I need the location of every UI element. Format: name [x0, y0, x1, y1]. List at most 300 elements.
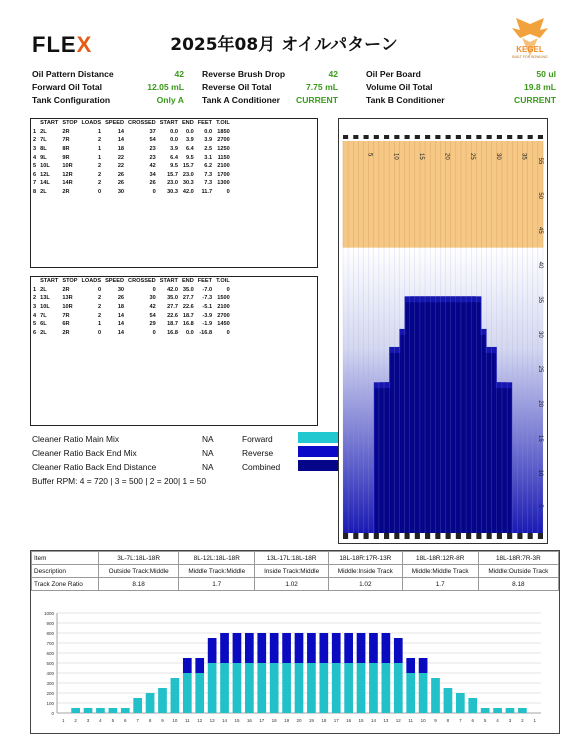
pin-line-segment [497, 135, 502, 139]
y-tick-label: 800 [46, 631, 54, 636]
foul-line-segment [374, 533, 379, 539]
forward-table [30, 118, 318, 268]
board-label: 35 [520, 153, 527, 160]
x-tick-label: 15 [234, 718, 240, 723]
forward-header-cell: STOP [62, 120, 78, 127]
bar-forward [456, 693, 465, 713]
x-tick-label: 3 [508, 718, 512, 723]
info-value: 42 [174, 69, 184, 79]
bar-reverse [406, 658, 415, 673]
forward-cell: 8R [62, 146, 70, 153]
cleaner-label: Cleaner Ratio Back End Distance [32, 462, 157, 472]
forward-cell: 12L [40, 171, 50, 178]
bar-forward [468, 698, 477, 713]
pin-line-segment [435, 135, 440, 139]
forward-header-cell: SPEED [105, 120, 125, 127]
foul-line-segment [476, 533, 481, 539]
x-tick-label: 14 [222, 718, 228, 723]
x-tick-label: 14 [370, 718, 376, 723]
x-tick-label: 18 [321, 718, 327, 723]
forward-header-cell: START [40, 120, 59, 127]
bar-forward [233, 663, 242, 713]
bar-reverse [295, 633, 304, 663]
reverse-cell: 1450 [217, 321, 230, 328]
reverse-cell: 0 [226, 329, 230, 336]
info-label: Reverse Oil Total [202, 82, 272, 92]
zone-cell: 8.18 [99, 578, 179, 591]
forward-cell: 6 [33, 171, 37, 178]
forward-cell: 11.7 [201, 189, 213, 196]
x-tick-label: 3 [86, 718, 90, 723]
reverse-cell: -7.3 [202, 295, 213, 302]
reverse-cell: 27.7 [182, 295, 194, 302]
zone-cell: 1.02 [255, 578, 329, 591]
track-zone-table [31, 551, 559, 591]
bar-forward [481, 708, 490, 713]
x-tick-label: 13 [383, 718, 389, 723]
bar-reverse [245, 633, 254, 663]
info-label: Oil Pattern Distance [32, 69, 114, 79]
reverse-cell: 14 [117, 312, 125, 319]
table-row [31, 188, 232, 197]
info-label: Oil Per Board [366, 69, 421, 79]
reverse-cell: 6R [62, 321, 70, 328]
info-value: 12.05 mL [147, 82, 184, 92]
bar-forward [419, 673, 428, 713]
reverse-cell: 42 [149, 304, 156, 311]
zone-cell: 13L-17L:18L-18R [255, 552, 329, 565]
forward-cell: 2 [33, 137, 37, 144]
reverse-cell: 2 [97, 304, 102, 311]
forward-cell: 7R [62, 137, 70, 144]
reverse-cell: 22.6 [182, 304, 194, 311]
reverse-cell: 2100 [217, 304, 230, 311]
legend-swatch-reverse [298, 446, 338, 457]
forward-cell: 10R [62, 163, 73, 170]
bar-reverse [382, 633, 391, 663]
info-value: CURRENT [295, 95, 338, 105]
pin-line-segment [476, 135, 481, 139]
forward-cell: 0.0 [185, 128, 194, 135]
table-row [31, 145, 232, 154]
zone-cell: 3L-7L:18L-18R [99, 552, 179, 565]
distance-label: 45 [537, 227, 543, 234]
bar-reverse [233, 633, 242, 663]
forward-cell: 23.0 [167, 180, 178, 187]
forward-cell: 3.1 [204, 154, 213, 161]
reverse-cell: 0 [152, 329, 156, 336]
distance-label: 30 [537, 331, 543, 338]
distance-label: 10 [537, 469, 543, 477]
info-value: 19.8 mL [523, 82, 556, 92]
x-tick-label: 6 [471, 718, 475, 723]
bar-forward [109, 708, 118, 713]
bar-reverse [183, 658, 192, 673]
foul-line-segment [343, 533, 348, 539]
reverse-table [30, 276, 318, 426]
reverse-cell: 0 [97, 329, 102, 336]
bar-forward [506, 708, 515, 713]
zone-cell: 1.7 [402, 578, 478, 591]
reverse-cell: 2700 [217, 312, 230, 319]
reverse-cell: 7R [62, 312, 70, 319]
reverse-cell: 6 [33, 329, 37, 336]
zone-cell: 1.7 [179, 578, 255, 591]
zone-cell: 18L-18R:17R-13R [328, 552, 402, 565]
y-tick-label: 600 [46, 651, 54, 656]
forward-cell: 2100 [217, 163, 230, 170]
lane-graphic [338, 118, 548, 544]
foul-line-segment [487, 533, 492, 539]
reverse-cell: 30 [149, 295, 156, 302]
zone-description-row [32, 565, 559, 578]
forward-cell: 2R [62, 189, 70, 196]
pin-line-segment [353, 135, 358, 139]
x-tick-label: 7 [136, 718, 139, 723]
foul-line-segment [435, 533, 440, 539]
zone-cell: Middle Track:Middle [179, 565, 255, 578]
zone-cell: 18L-18R:12R-8R [402, 552, 478, 565]
table-row [31, 286, 232, 295]
cleaner-label: Cleaner Ratio Back End Mix [32, 448, 137, 458]
reverse-cell: 54 [149, 312, 156, 319]
reverse-cell: -16.8 [199, 329, 213, 336]
foul-line-segment [415, 533, 420, 539]
x-tick-label: 19 [308, 718, 314, 723]
reverse-cell: 30 [117, 286, 125, 293]
forward-cell: 2L [40, 189, 47, 196]
reverse-cell: 6L [40, 321, 47, 328]
y-tick-label: 900 [46, 621, 54, 626]
pin-line-segment [528, 135, 533, 139]
bar-forward [307, 663, 316, 713]
forward-cell: 2.5 [204, 146, 213, 153]
zone-cell: Middle:Middle Track [402, 565, 478, 578]
bar-forward [295, 663, 304, 713]
x-tick-label: 16 [346, 718, 352, 723]
cleaner-value: NA [202, 434, 214, 444]
forward-cell: 5 [33, 163, 37, 170]
reverse-header-cell: SPEED [105, 278, 125, 285]
reverse-cell: 29 [149, 321, 156, 328]
info-value: Only A [156, 95, 184, 105]
distance-label: 5 [537, 504, 543, 508]
bar-forward [406, 673, 415, 713]
pin-line-segment [517, 135, 522, 139]
forward-cell: 8L [40, 146, 47, 153]
foul-line-segment [507, 533, 512, 539]
pin-line-segment [374, 135, 379, 139]
bar-forward [369, 663, 378, 713]
legend-swatch-combined [298, 460, 338, 471]
forward-cell: 1250 [217, 146, 230, 153]
reverse-header-cell [31, 277, 38, 286]
forward-header-cell: CROSSED [128, 120, 156, 127]
zone-cell: 18L-18R:7R-3R [478, 552, 558, 565]
pin-line-segment [507, 135, 512, 139]
pin-line-segment [384, 135, 389, 139]
pin-line-segment [446, 135, 451, 139]
y-tick-label: 200 [46, 691, 54, 696]
bar-forward [270, 663, 279, 713]
x-tick-label: 4 [496, 718, 499, 723]
zone-cell: 8L-12L:18L-18R [179, 552, 255, 565]
bar-forward [220, 663, 229, 713]
reverse-cell: 2 [33, 295, 37, 302]
forward-cell: 9L [40, 154, 47, 161]
x-tick-label: 18 [271, 718, 277, 723]
foul-line-segment [528, 533, 533, 539]
kegel-brand-sub: BUILT FOR BOWLING [512, 55, 548, 59]
pin-deck [343, 123, 543, 141]
forward-cell: 14L [40, 180, 50, 187]
reverse-cell: 0 [226, 286, 230, 293]
bar-reverse [220, 633, 229, 663]
forward-cell: 26 [149, 180, 156, 187]
reverse-cell: 42.0 [167, 286, 178, 293]
forward-header-cell: LOADS [81, 120, 102, 127]
legend-label: Combined [242, 462, 281, 472]
reverse-cell: 0.0 [185, 329, 194, 336]
forward-header-cell: START [159, 120, 178, 127]
forward-cell: 2R [62, 128, 70, 135]
table-row [31, 136, 232, 145]
reverse-cell: 26 [117, 295, 125, 302]
bar-forward [493, 708, 502, 713]
zone-cell: Outside Track:Middle [99, 565, 179, 578]
bar-reverse [282, 633, 291, 663]
table-row [31, 153, 232, 162]
forward-cell: 26 [117, 180, 125, 187]
reverse-header-cell: STOP [62, 278, 78, 285]
x-tick-label: 15 [358, 718, 364, 723]
distance-label: 50 [537, 192, 543, 200]
table-row [31, 128, 232, 137]
bar-forward [71, 708, 80, 713]
reverse-cell: 2R [62, 286, 70, 293]
forward-header-cell: FEET [197, 120, 213, 127]
board-label: 10 [392, 153, 399, 160]
zone-cell: Item [32, 552, 99, 565]
reverse-cell: 18.7 [182, 312, 194, 319]
forward-cell: 23 [149, 154, 156, 161]
combined-core [411, 302, 476, 533]
x-tick-label: 10 [172, 718, 178, 723]
reverse-cell: 13L [40, 295, 50, 302]
bar-reverse [257, 633, 266, 663]
bar-forward [146, 693, 155, 713]
cleaner-label: Cleaner Ratio Main Mix [32, 434, 120, 444]
reverse-cell: 10R [62, 304, 73, 311]
forward-cell: 6.2 [204, 163, 213, 170]
flex-logo: FLEX [32, 32, 93, 57]
bar-forward [245, 663, 254, 713]
legend-swatch-forward [298, 432, 338, 443]
bar-reverse [419, 658, 428, 673]
reverse-header-cell: END [181, 278, 194, 285]
x-tick-label: 10 [420, 718, 426, 723]
x-tick-label: 19 [284, 718, 290, 723]
reverse-cell: 0 [97, 286, 102, 293]
forward-cell: 42.0 [182, 189, 194, 196]
bar-forward [382, 663, 391, 713]
table-row [31, 294, 232, 303]
reverse-cell: -3.9 [202, 312, 213, 319]
reverse-cell: 2L [40, 286, 47, 293]
table-row [31, 303, 232, 312]
zone-cell: Inside Track:Middle [255, 565, 329, 578]
info-label: Forward Oil Total [32, 82, 103, 92]
reverse-cell: 7L [40, 312, 47, 319]
foul-line-segment [353, 533, 358, 539]
reverse-cell: 5 [33, 321, 37, 328]
bar-forward [332, 663, 341, 713]
x-tick-label: 5 [483, 718, 487, 723]
forward-cell: 15.7 [167, 171, 178, 178]
forward-cell: 3.9 [170, 146, 178, 153]
forward-cell: 7.3 [204, 171, 213, 178]
zone-header-row [32, 552, 559, 565]
table-row [31, 311, 232, 320]
bar-forward [84, 708, 93, 713]
distance-label: 35 [537, 296, 543, 304]
board-label: 15 [417, 153, 424, 160]
board-label: 5 [366, 153, 373, 157]
forward-cell: 22 [117, 163, 125, 170]
reverse-cell: 0 [152, 286, 156, 293]
foul-line-segment [425, 533, 430, 539]
forward-header-cell: T.OIL [216, 120, 230, 127]
forward-cell: 2L [40, 128, 47, 135]
x-tick-label: 12 [395, 718, 401, 723]
legend-label: Forward [242, 434, 273, 444]
bar-reverse [394, 638, 403, 663]
forward-cell: 30.3 [167, 189, 178, 196]
y-tick-label: 700 [46, 641, 54, 646]
x-tick-label: 9 [434, 718, 437, 723]
reverse-cell: 18.7 [167, 321, 178, 328]
kegel-brand-text: KEGEL [516, 45, 544, 54]
pin-line-segment [415, 135, 420, 139]
reverse-cell: 35.0 [182, 286, 194, 293]
info-label: Tank A Conditioner [202, 95, 280, 105]
zone-ratio-row [32, 578, 559, 591]
reverse-cell: 27.7 [167, 304, 178, 311]
distance-label: 25 [537, 365, 543, 373]
reverse-cell: 16.8 [167, 329, 178, 336]
zone-cell: Description [32, 565, 99, 578]
forward-cell: 2 [97, 180, 102, 187]
x-tick-label: 11 [184, 718, 190, 723]
info-value: 7.75 mL [305, 82, 338, 92]
cleaner-value: NA [202, 462, 214, 472]
x-tick-label: 6 [123, 718, 127, 723]
x-tick-label: 8 [446, 718, 450, 723]
pin-line-segment [394, 135, 399, 139]
bar-forward [431, 678, 440, 713]
info-value: 50 ul [536, 69, 556, 79]
foul-line-segment [405, 533, 410, 539]
forward-cell: 1150 [217, 154, 230, 161]
y-tick-label: 300 [46, 681, 54, 686]
x-tick-label: 5 [111, 718, 115, 723]
forward-header-cell [31, 119, 38, 128]
forward-cell: 2 [97, 137, 102, 144]
forward-cell: 7L [40, 137, 47, 144]
forward-cell: 2 [97, 171, 102, 178]
reverse-cell: 2 [97, 312, 102, 319]
reverse-header-cell: START [159, 278, 178, 285]
forward-cell: 54 [149, 137, 156, 144]
y-tick-label: 0 [51, 711, 54, 716]
reverse-cell: 16.8 [182, 321, 194, 328]
oil-bar-chart [31, 603, 559, 731]
x-tick-label: 4 [99, 718, 102, 723]
foul-line-segment [497, 533, 502, 539]
bar-reverse [270, 633, 279, 663]
bar-forward [208, 663, 217, 713]
forward-cell: 14 [117, 137, 125, 144]
board-label: 25 [469, 153, 476, 160]
forward-cell: 1850 [217, 128, 230, 135]
forward-cell: 1700 [217, 171, 230, 178]
forward-cell: 6.4 [170, 154, 178, 161]
reverse-cell: 2 [97, 295, 102, 302]
forward-cell: 0 [226, 189, 230, 196]
reverse-table-grid [31, 277, 232, 337]
forward-cell: 10L [40, 163, 50, 170]
bar-forward [121, 708, 130, 713]
zone-cell: 8.18 [478, 578, 558, 591]
forward-cell: 9R [62, 154, 70, 161]
forward-cell: 1 [97, 154, 102, 161]
forward-cell: 6.4 [185, 146, 194, 153]
reverse-cell: 35.0 [167, 295, 178, 302]
table-row [31, 171, 232, 180]
forward-cell: 30 [117, 189, 125, 196]
reverse-header-cell: CROSSED [128, 278, 156, 285]
legend-label: Reverse [242, 448, 274, 458]
zone-cell: Middle:Inside Track [328, 565, 402, 578]
pin-line-segment [487, 135, 492, 139]
bar-forward [257, 663, 266, 713]
reverse-cell: 18 [117, 304, 125, 311]
reverse-header-cell: FEET [197, 278, 213, 285]
bar-forward [344, 663, 353, 713]
table-row [31, 179, 232, 188]
x-tick-label: 16 [246, 718, 252, 723]
reverse-cell: 1 [33, 286, 37, 293]
bar-forward [282, 663, 291, 713]
reverse-cell: 22.6 [167, 312, 178, 319]
x-tick-label: 7 [459, 718, 462, 723]
forward-cell: 1 [97, 128, 102, 135]
table-row [31, 320, 232, 329]
y-tick-label: 100 [46, 701, 54, 706]
forward-cell: 18 [117, 146, 125, 153]
bar-reverse [195, 658, 204, 673]
foul-line-segment [394, 533, 399, 539]
bar-forward [96, 708, 105, 713]
info-label: Tank Configuration [32, 95, 111, 105]
reverse-cell: 2L [40, 329, 47, 336]
reverse-cell: 2R [62, 329, 70, 336]
forward-cell: 42 [149, 163, 156, 170]
reverse-cell: -5.1 [202, 304, 213, 311]
forward-cell: 9.5 [170, 163, 178, 170]
forward-cell: 1300 [217, 180, 230, 187]
x-tick-label: 9 [161, 718, 164, 723]
